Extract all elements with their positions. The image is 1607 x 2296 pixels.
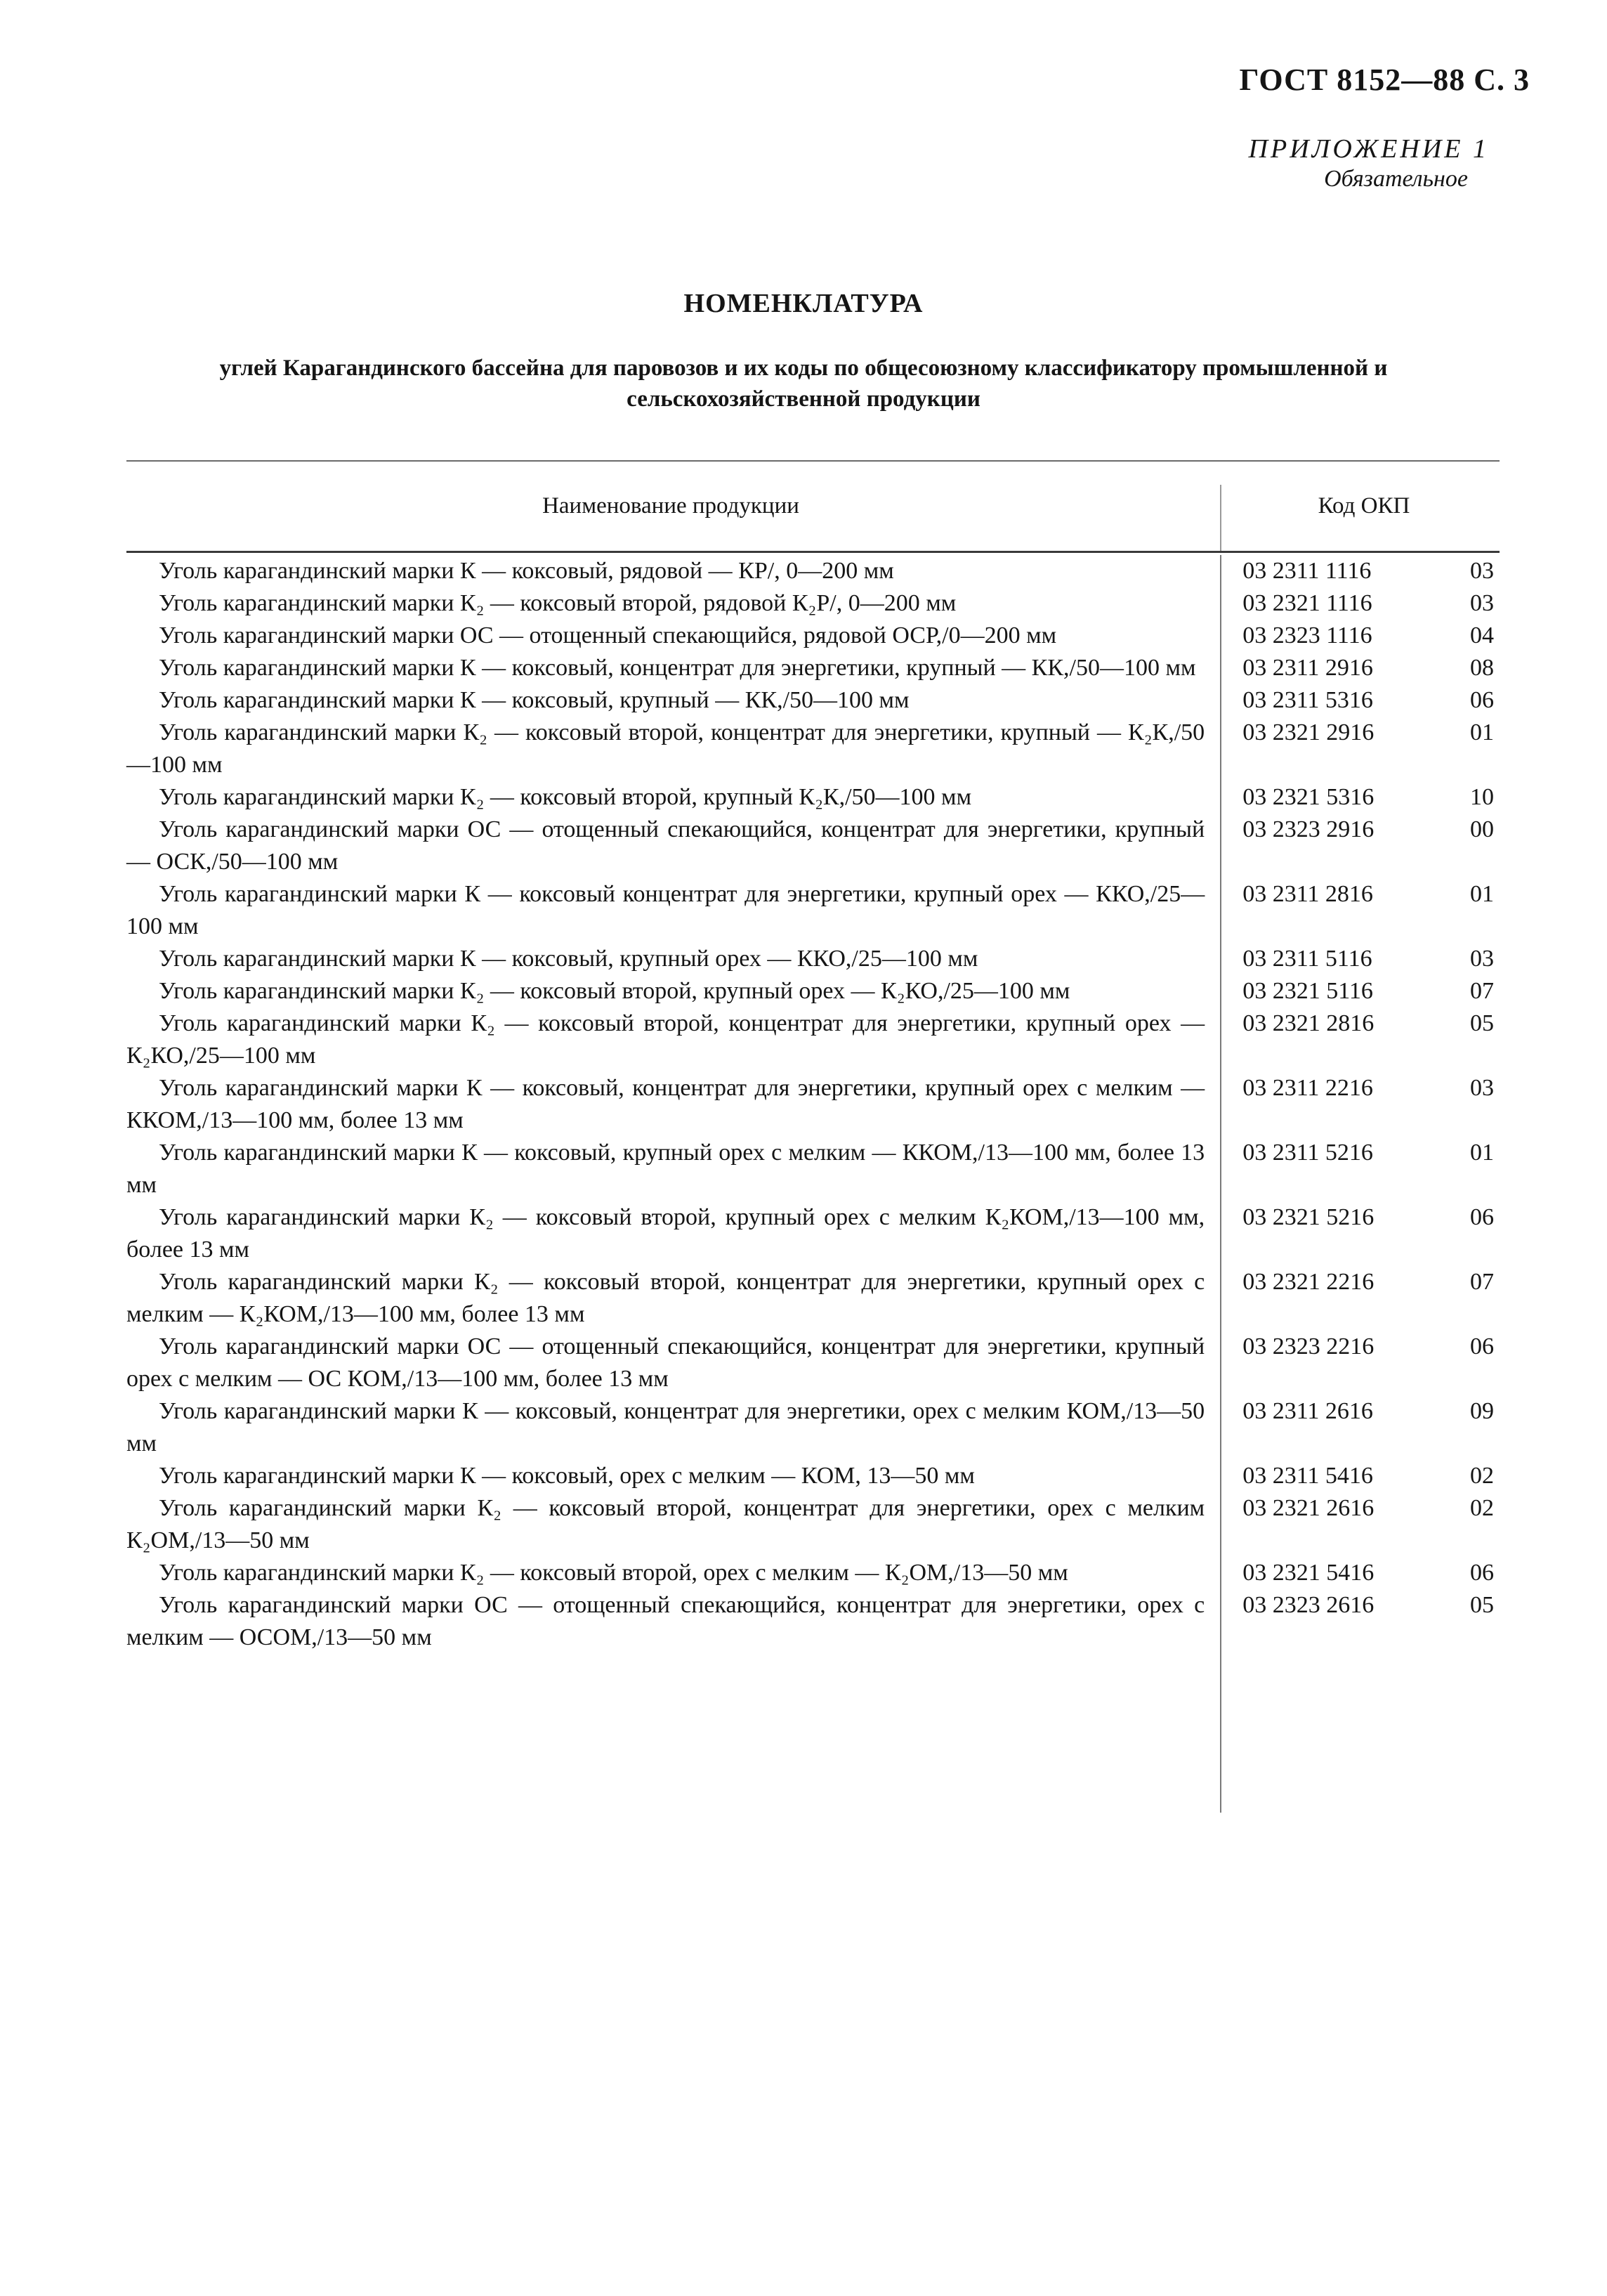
okp-code: 03 2311 2916 [1242, 655, 1373, 681]
okp-code: 03 2311 2216 [1242, 1075, 1373, 1101]
table-top-rule [126, 460, 1500, 462]
okp-check-digits: 06 [1470, 687, 1494, 713]
document-header: ГОСТ 8152—88 С. 3 [1239, 63, 1530, 97]
table-row [126, 814, 1500, 878]
table-row [126, 717, 1500, 781]
product-name: Уголь карагандинский марки К — коксовый, крупный орех с мелким — ККОМ,/13—100 мм, более 13 мм [126, 1140, 1205, 1198]
product-name: Уголь карагандинский марки ОС — отощенный спекающийся, концентрат для энергетики, крупный — ОСК,/50—100 мм [126, 816, 1205, 875]
okp-code: 03 2321 1116 [1242, 590, 1372, 616]
okp-code: 03 2323 2916 [1242, 816, 1375, 842]
okp-check-digits: 01 [1470, 719, 1494, 745]
product-name: Уголь карагандинский марки К — коксовый, концентрат для энергетики, крупный — КК,/50—100 мм [159, 655, 1196, 681]
table-row [126, 1460, 1500, 1492]
okp-code: 03 2323 2216 [1242, 1333, 1375, 1359]
page-title: НОМЕНКЛАТУРА [683, 289, 924, 318]
product-name: Уголь карагандинский марки К — коксовый, крупный — КК,/50—100 мм [159, 687, 910, 713]
product-name: Уголь карагандинский марки К₂ — коксовый второй, крупный орех с мелким К₂КОМ,/13—100 мм, более 13 мм [126, 1204, 1205, 1263]
okp-check-digits: 05 [1470, 1592, 1494, 1618]
product-name: Уголь карагандинский марки К — коксовый, орех с мелким — КОМ, 13—50 мм [159, 1463, 975, 1489]
okp-code: 03 2321 2616 [1242, 1495, 1375, 1521]
okp-check-digits: 03 [1470, 1075, 1494, 1101]
table-row [126, 943, 1500, 975]
okp-check-digits: 01 [1470, 1140, 1494, 1166]
table-row [126, 781, 1500, 814]
okp-code: 03 2311 1116 [1242, 558, 1372, 584]
table-row [126, 1007, 1500, 1072]
table-row [126, 1266, 1500, 1331]
column-header-name: Наименование продукции [542, 493, 799, 518]
okp-check-digits: 03 [1470, 590, 1494, 616]
table-row [126, 878, 1500, 943]
okp-check-digits: 03 [1470, 946, 1494, 972]
table-row [126, 1331, 1500, 1395]
okp-check-digits: 06 [1470, 1333, 1494, 1359]
appendix-label: ПРИЛОЖЕНИЕ 1 [1248, 134, 1489, 164]
table-row [126, 1395, 1500, 1460]
table-row [126, 1492, 1500, 1557]
product-name: Уголь карагандинский марки К — коксовый, концентрат для энергетики, крупный орех с мелким — ККОМ,/13—100 мм, более 13 мм [126, 1075, 1205, 1133]
column-header-code: Код ОКП [1318, 493, 1410, 518]
okp-code: 03 2323 2616 [1242, 1592, 1375, 1618]
okp-check-digits: 02 [1470, 1495, 1494, 1521]
product-name: Уголь карагандинский марки К — коксовый концентрат для энергетики, крупный орех — ККО,/25—100 мм [126, 881, 1205, 939]
okp-code: 03 2311 5216 [1242, 1140, 1373, 1166]
product-name: Уголь карагандинский марки К₂ — коксовый второй, крупный К₂К,/50—100 мм [159, 784, 972, 810]
product-name: Уголь карагандинский марки К₂ — коксовый второй, орех с мелким — К₂ОМ,/13—50 мм [159, 1560, 1068, 1586]
table-header-rule [126, 551, 1500, 553]
okp-check-digits: 05 [1470, 1010, 1494, 1036]
product-name: Уголь карагандинский марки К₂ — коксовый второй, крупный орех — К₂КО,/25—100 мм [159, 978, 1070, 1004]
okp-check-digits: 04 [1470, 622, 1494, 648]
table-row [126, 684, 1500, 717]
okp-code: 03 2321 2816 [1242, 1010, 1375, 1036]
table-row [126, 1589, 1500, 1654]
okp-check-digits: 06 [1470, 1560, 1494, 1586]
product-name: Уголь карагандинский марки ОС — отощенный спекающийся, концентрат для энергетики, орех с мелким — ОСОМ,/13—50 мм [126, 1592, 1205, 1650]
okp-code: 03 2311 5116 [1242, 946, 1372, 972]
okp-code: 03 2321 2216 [1242, 1269, 1375, 1295]
okp-code: 03 2321 5416 [1242, 1560, 1375, 1586]
okp-check-digits: 01 [1470, 881, 1494, 907]
product-name: Уголь карагандинский марки К — коксовый, концентрат для энергетики, орех с мелким КОМ,/13—50 мм [126, 1398, 1205, 1456]
okp-check-digits: 03 [1470, 558, 1494, 584]
table-row [126, 587, 1500, 620]
table-row [126, 1072, 1500, 1137]
table-row [126, 1137, 1500, 1201]
product-name: Уголь карагандинский марки К — коксовый, рядовой — КР/, 0—200 мм [159, 558, 894, 584]
okp-check-digits: 08 [1470, 655, 1494, 681]
product-name: Уголь карагандинский марки К₂ — коксовый второй, рядовой К₂Р/, 0—200 мм [159, 590, 957, 616]
okp-check-digits: 07 [1470, 978, 1494, 1004]
okp-code: 03 2311 5416 [1242, 1463, 1373, 1489]
okp-check-digits: 07 [1470, 1269, 1494, 1295]
table-row [126, 1201, 1500, 1266]
okp-check-digits: 06 [1470, 1204, 1494, 1230]
product-name: Уголь карагандинский марки К — коксовый, крупный орех — ККО,/25—100 мм [159, 946, 978, 972]
product-name: Уголь карагандинский марки К₂ — коксовый второй, концентрат для энергетики, орех с мелким К₂ОМ,/13—50 мм [126, 1495, 1205, 1553]
table-row [126, 620, 1500, 652]
okp-code: 03 2323 1116 [1242, 622, 1372, 648]
okp-check-digits: 02 [1470, 1463, 1494, 1489]
okp-code: 03 2321 5316 [1242, 784, 1375, 810]
product-name: Уголь карагандинский марки К₂ — коксовый второй, концентрат для энергетики, крупный орех с мелким — К₂КОМ,/13—100 мм, более 13 мм [126, 1269, 1205, 1327]
page-subtitle: углей Карагандинского бассейна для паровозов и их коды по общесоюзному классификатору промышленной и сельскохозяйственной продукции [219, 356, 1388, 412]
okp-code: 03 2311 2816 [1242, 881, 1373, 907]
header-divider [1220, 485, 1221, 551]
product-name: Уголь карагандинский марки К₂ — коксовый второй, концентрат для энергетики, крупный — К₂К,/50—100 мм [126, 719, 1205, 778]
okp-code: 03 2321 5116 [1242, 978, 1373, 1004]
okp-check-digits: 09 [1470, 1398, 1494, 1424]
appendix-note: Обязательное [1324, 166, 1468, 192]
okp-code: 03 2311 2616 [1242, 1398, 1373, 1424]
table-body [126, 555, 1500, 1654]
okp-code: 03 2311 5316 [1242, 687, 1373, 713]
okp-code: 03 2321 2916 [1242, 719, 1375, 745]
table-row [126, 1557, 1500, 1589]
product-name: Уголь карагандинский марки ОС — отощенный спекающийся, концентрат для энергетики, крупный орех с мелким — ОС КОМ,/13—100 мм, более 13 мм [126, 1333, 1205, 1392]
okp-check-digits: 00 [1470, 816, 1494, 842]
table-row [126, 652, 1500, 684]
table-row [126, 555, 1500, 587]
product-name: Уголь карагандинский марки К₂ — коксовый второй, концентрат для энергетики, крупный орех — К₂КО,/25—100 мм [126, 1010, 1205, 1069]
table-row [126, 975, 1500, 1007]
okp-check-digits: 10 [1470, 784, 1494, 810]
product-name: Уголь карагандинский марки ОС — отощенный спекающийся, рядовой ОСР,/0—200 мм [159, 622, 1057, 648]
okp-code: 03 2321 5216 [1242, 1204, 1375, 1230]
